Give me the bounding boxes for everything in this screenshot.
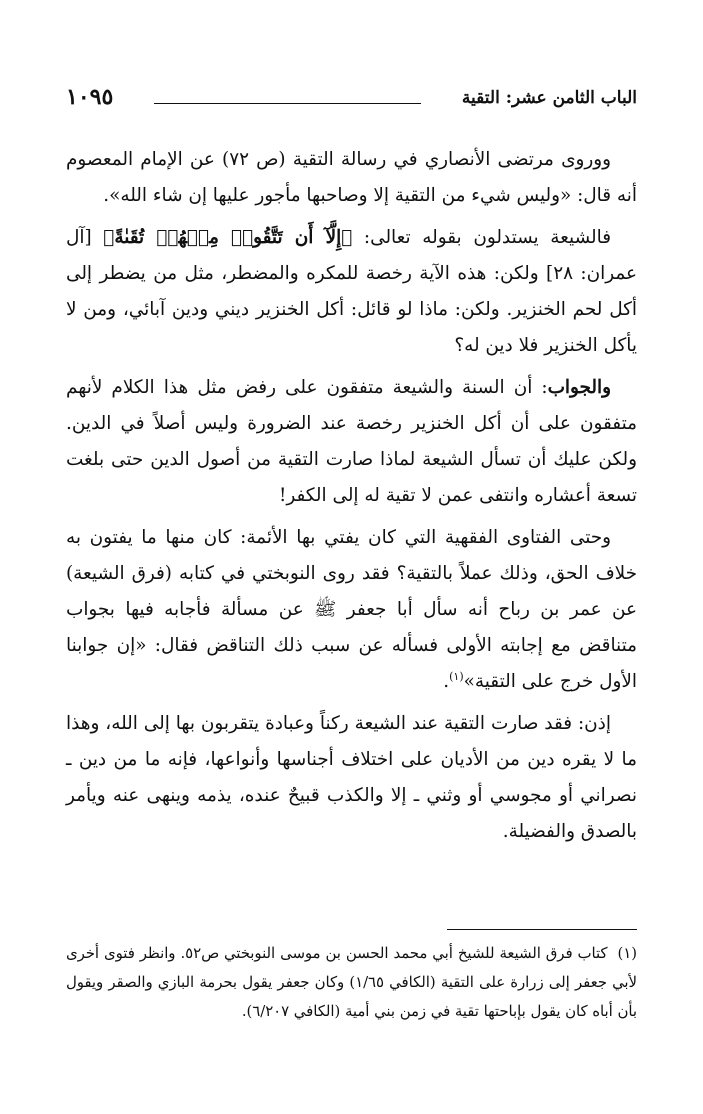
paragraph-3 xyxy=(66,370,637,514)
paragraph-4 xyxy=(66,520,637,700)
answer-lead: والجواب xyxy=(547,377,611,398)
body-text xyxy=(66,142,637,856)
paragraph-text: [آل عمران: ٢٨] ولكن: هذه الآية رخصة للمكره والمضطر، مثل من يضطر إلى أكل لحم الخنزير. ولكن: ماذا لو قائل: أكل الخنزير ديني ودين آبائي، ومن لا يأكل الخنزير فلا دين له؟ xyxy=(66,227,637,356)
paragraph-text: وحتى الفتاوى الفقهية التي كان يفتي بها الأئمة: كان منها ما يفتون به خلاف الحق، وذلك عملاً بالتقية؟ فقد روى النوبختي في كتابه (فرق الشيعة) عن عمر بن رباح أنه سأل أبا جعفر ﷺ عن مسألة فأجابه فيها بجواب متناقض مع إجابته الأولى فسأله عن سبب ذلك التناقض فقال: «إن جوابنا الأول خرج على التقية» xyxy=(66,527,637,692)
paragraph-2 xyxy=(66,220,637,364)
footnote-text: كتاب فرق الشيعة للشيخ أبي محمد الحسن بن موسى النوبختي ص٥٢. وانظر فتوى أخرى لأبي جعفر إلى زرارة على التقية (الكافي ١/٦٥) وكان جعفر يقول بحرمة البازي والصقر ويقول بأن أباه كان يقول بإباحتها تقية في زمن بني أمية (الكافي ٦/٢٠٧). xyxy=(66,945,637,1020)
paragraph-text: . xyxy=(443,671,450,692)
page-number: ١٠٩٥ xyxy=(66,84,114,110)
paragraph-1 xyxy=(66,142,637,214)
footnote-number: (١) xyxy=(617,945,637,962)
paragraph-text: ووروى مرتضى الأنصاري في رسالة التقية (ص ٧٢) عن الإمام المعصوم أنه قال: «وليس شيء من التقية إلا وصاحبها مأجور عليها إن شاء الله». xyxy=(66,149,637,206)
footnote xyxy=(66,939,637,1026)
paragraph-5 xyxy=(66,706,637,850)
paragraph-text: إذن: فقد صارت التقية عند الشيعة ركناً وعبادة يتقربون بها إلى الله، وهذا ما لا يقره دين من الأديان على اختلاف أجناسها وأنواعها، فإنه ما من دين ـ نصراني أو مجوسي أو وثني ـ إلا والكذب قبيحٌ عنده، يذمه وينهى عنه ويأمر بالصدق والفضيلة. xyxy=(66,713,637,842)
chapter-title: الباب الثامن عشر: التقية xyxy=(461,88,637,108)
footnote-divider xyxy=(447,929,637,930)
paragraph-text: فالشيعة يستدلون بقوله تعالى: xyxy=(352,227,611,248)
footnote-reference[interactable]: (١) xyxy=(449,669,464,683)
paragraph-text: : أن السنة والشيعة متفقون على رفض مثل هذا الكلام لأنهم متفقون على أن أكل الخنزير رخصة عند الضرورة وليس أصلاً في الدين. ولكن عليك أن تسأل الشيعة لماذا صارت التقية من أصول الدين حتى بلغت تسعة أعشاره وانتفى عمن لا تقية له إلى الكفر! xyxy=(66,377,637,506)
quran-verse: ﴿إِلَّآ أَن تَتَّقُوا۟ مِنۡهُمۡ تُقَىٰةً﴾ xyxy=(103,227,353,248)
header-rule xyxy=(154,103,421,104)
page-header xyxy=(66,82,637,112)
